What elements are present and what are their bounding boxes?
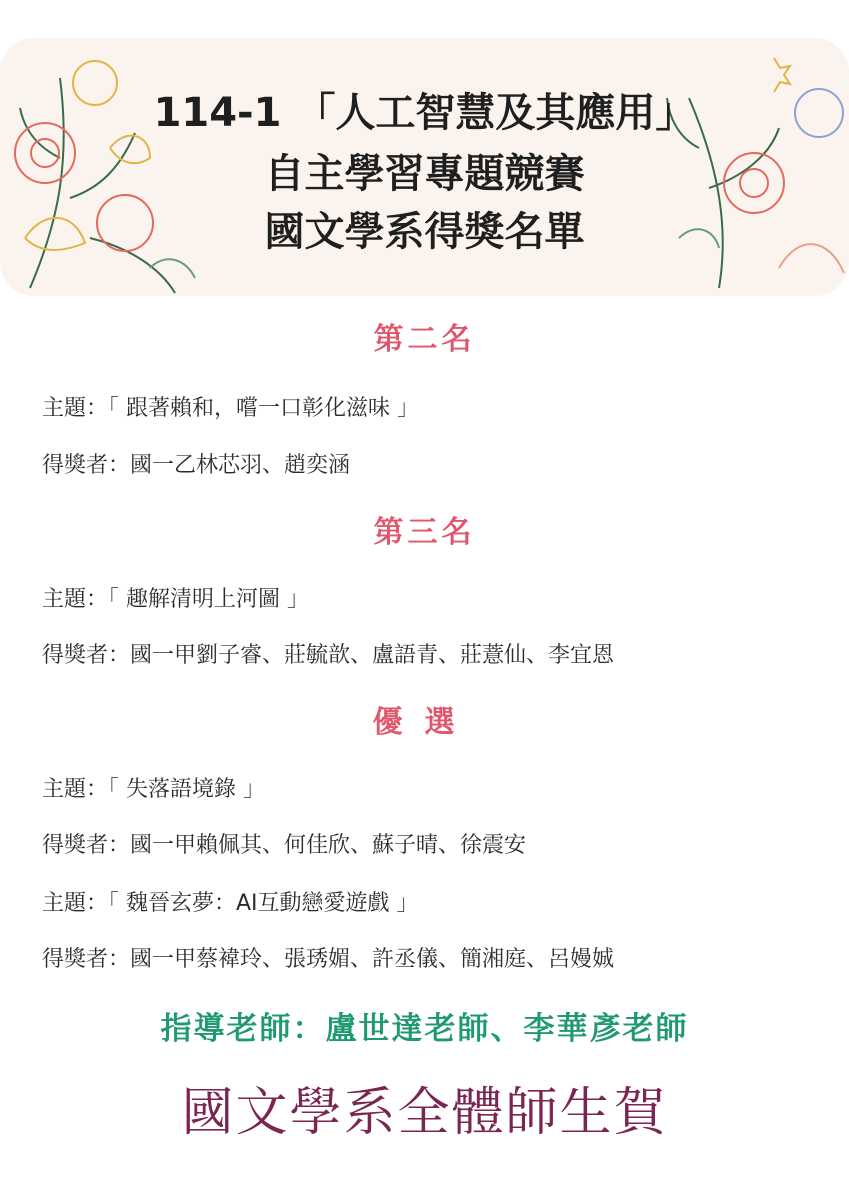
winners-text: 國一甲蔡褘玲、張琇媚、許丞儀、簡湘庭、呂嫚娍 <box>130 947 615 972</box>
winners-row <box>42 642 614 670</box>
winners-label: 得獎者： <box>42 643 131 668</box>
topic-label: 主題： <box>42 891 109 916</box>
congratulations-line: 國文學系全體師生賀 <box>181 1083 668 1143</box>
winners-label: 得獎者： <box>42 833 131 858</box>
banner-title-line-1: 114-1 「人工智慧及其應用」 <box>153 90 696 136</box>
topic-row <box>42 890 419 918</box>
topic-text: 「 魏晉玄夢：AI互動戀愛遊戲 」 <box>108 891 419 916</box>
winners-label: 得獎者： <box>42 947 131 972</box>
topic-row <box>42 395 419 423</box>
topic-row <box>42 776 265 804</box>
topic-row <box>42 586 309 614</box>
section-heading-second-place: 第二名 <box>373 322 476 357</box>
section-heading-honorable-mention: 優選 <box>372 705 477 740</box>
section-heading-third-place: 第三名 <box>373 515 476 550</box>
winners-row <box>42 832 526 860</box>
advisor-line: 指導老師：盧世達老師、李華彥老師 <box>160 1011 689 1047</box>
winners-text: 國一乙林芯羽、趙奕涵 <box>130 453 351 478</box>
banner-title-line-3: 國文學系得獎名單 <box>264 209 585 255</box>
winners-row <box>42 946 614 974</box>
topic-label: 主題： <box>42 777 109 802</box>
winners-text: 國一甲劉子睿、莊毓歆、盧語青、莊薏仙、李宜恩 <box>130 643 615 668</box>
topic-label: 主題： <box>42 396 109 421</box>
topic-text: 「 趣解清明上河圖 」 <box>108 587 310 612</box>
winners-text: 國一甲賴佩其、何佳欣、蘇子晴、徐震安 <box>130 833 527 858</box>
topic-label: 主題： <box>42 587 109 612</box>
topic-text: 「 跟著賴和，嚐一口彰化滋味 」 <box>108 396 420 421</box>
topic-text: 「 失落語境錄 」 <box>108 777 266 802</box>
winners-label: 得獎者： <box>42 453 131 478</box>
winners-row <box>42 452 350 480</box>
banner-title-line-2: 自主學習專題競賽 <box>264 151 585 197</box>
